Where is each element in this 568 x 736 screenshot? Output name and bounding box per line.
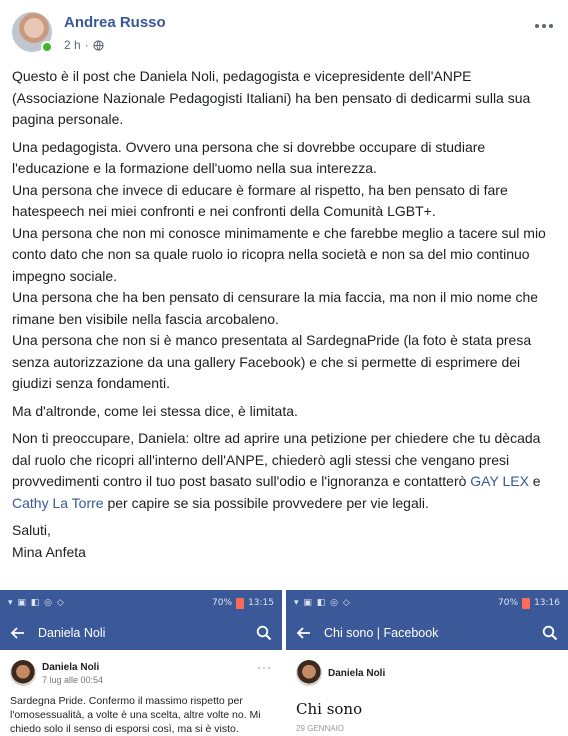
app-bar-title: Chi sono | Facebook bbox=[324, 626, 439, 640]
post-meta bbox=[64, 38, 104, 52]
screenshot-post bbox=[0, 650, 282, 736]
photo-right[interactable] bbox=[286, 590, 568, 733]
post-body bbox=[12, 66, 556, 563]
post-paragraph: Ma d'altronde, come lei stessa dice, è limitata. bbox=[12, 402, 298, 419]
app-bar bbox=[0, 616, 282, 650]
search-icon bbox=[256, 625, 272, 641]
about-heading: Chi sono bbox=[296, 700, 363, 718]
search-icon bbox=[542, 625, 558, 641]
post-photos bbox=[0, 590, 568, 735]
status-clock: 13:16 bbox=[534, 598, 560, 608]
status-right bbox=[212, 598, 274, 609]
post-paragraph: Una persona che non mi conosce minimamente e che farebbe meglio a tacere sul mio conto dato che non sa quale ruolo io ricopra nella società e non sa del mio continuo impegno sociale. bbox=[12, 224, 546, 284]
about-date: 29 GENNAIO bbox=[296, 724, 345, 733]
avatar bbox=[296, 660, 322, 686]
post-header bbox=[12, 12, 556, 62]
author-avatar[interactable] bbox=[12, 12, 52, 52]
card-date: 7 lug alle 00:54 bbox=[42, 674, 104, 685]
signature-name: Mina Anfeta bbox=[12, 543, 86, 560]
battery-percent: 70% bbox=[212, 598, 233, 608]
card-text: Sardegna Pride. Confermo il massimo rispetto per l'omosessualità, a volte è una scelta, altre volte no. Mi chiedo solo il senso di esporsi così, ma si è visto. bbox=[10, 695, 261, 735]
status-bar bbox=[286, 590, 568, 616]
card-header bbox=[296, 660, 558, 686]
post-paragraph: Una persona che non si è manco presentata al SardegnaPride (la foto è stata presa senza autorizzazione da una gallery Facebook) e che si permette di esprimere dei giudizi senza fondamenti. bbox=[12, 332, 532, 391]
back-arrow-icon bbox=[10, 625, 26, 641]
post-time[interactable]: 2 h bbox=[64, 38, 81, 52]
app-bar bbox=[286, 616, 568, 650]
meta-separator: · bbox=[84, 38, 89, 52]
card-header bbox=[10, 660, 272, 686]
cathy-la-torre-link[interactable]: Cathy La Torre bbox=[12, 494, 104, 511]
conjunction-text: e bbox=[528, 473, 541, 489]
post-paragraph: Una persona che invece di educare è formare al rispetto, ha ben pensato di fare hatespeech nei miei confronti e nei confronti della Comunità LGBT+. bbox=[12, 181, 508, 219]
battery-icon bbox=[236, 598, 244, 609]
dot-icon bbox=[542, 24, 546, 28]
app-bar-title: Daniela Noli bbox=[38, 626, 106, 640]
status-icons: ▾ ▣ ◧ ◎ ◇ bbox=[294, 598, 351, 608]
screenshot-about bbox=[286, 650, 568, 733]
status-clock: 13:15 bbox=[248, 598, 274, 608]
signature-greeting: Saluti, bbox=[12, 522, 51, 538]
battery-icon bbox=[522, 598, 530, 609]
dot-icon bbox=[535, 24, 539, 28]
online-status-icon bbox=[41, 41, 53, 53]
dot-icon bbox=[549, 24, 553, 28]
post-paragraph: Una pedagogista. Ovvero una persona che si dovrebbe occupare di studiare l'educazione e la formazione dell'uomo nella sua interezza. bbox=[12, 138, 486, 176]
battery-percent: 70% bbox=[498, 598, 519, 608]
post-paragraph-closing bbox=[12, 428, 556, 514]
more-options-button[interactable] bbox=[532, 16, 556, 36]
card-author: Daniela Noli bbox=[328, 667, 386, 679]
closing-text: Non ti preoccupare, Daniela: oltre ad aprire una petizione per chiedere che tu dècada dal ruolo che ricopri all'interno dell'ANPE, chiederò agli stessi che vengano presi provvedimenti contro il tuo post basato sull'odio e l'ignoranza e contatterò bbox=[12, 430, 541, 489]
globe-icon[interactable] bbox=[93, 40, 104, 51]
author-name[interactable]: Andrea Russo bbox=[64, 14, 166, 31]
post-paragraph: Una persona che ha ben pensato di censurare la mia faccia, ma non il mio nome che rimane ben visibile nella fascia arcobaleno. bbox=[12, 289, 539, 327]
card-more-icon: ··· bbox=[257, 660, 272, 674]
closing-text-end: per capire se sia possibile provvedere per vie legali. bbox=[103, 494, 429, 511]
status-right bbox=[498, 598, 560, 609]
card-author: Daniela Noli bbox=[42, 661, 100, 673]
back-arrow-icon bbox=[296, 625, 312, 641]
post-paragraph: Questo è il post che Daniela Noli, pedagogista e vicepresidente dell'ANPE (Associazione Nazionale Pedagogisti Italiani) ha ben pensato di dedicarmi sulla sua pagina personale. bbox=[12, 68, 531, 127]
status-bar bbox=[0, 590, 282, 616]
gay-lex-link[interactable]: GAY LEX bbox=[470, 473, 529, 489]
photo-left[interactable] bbox=[0, 590, 282, 735]
status-icons: ▾ ▣ ◧ ◎ ◇ bbox=[8, 598, 65, 608]
avatar bbox=[10, 660, 36, 686]
